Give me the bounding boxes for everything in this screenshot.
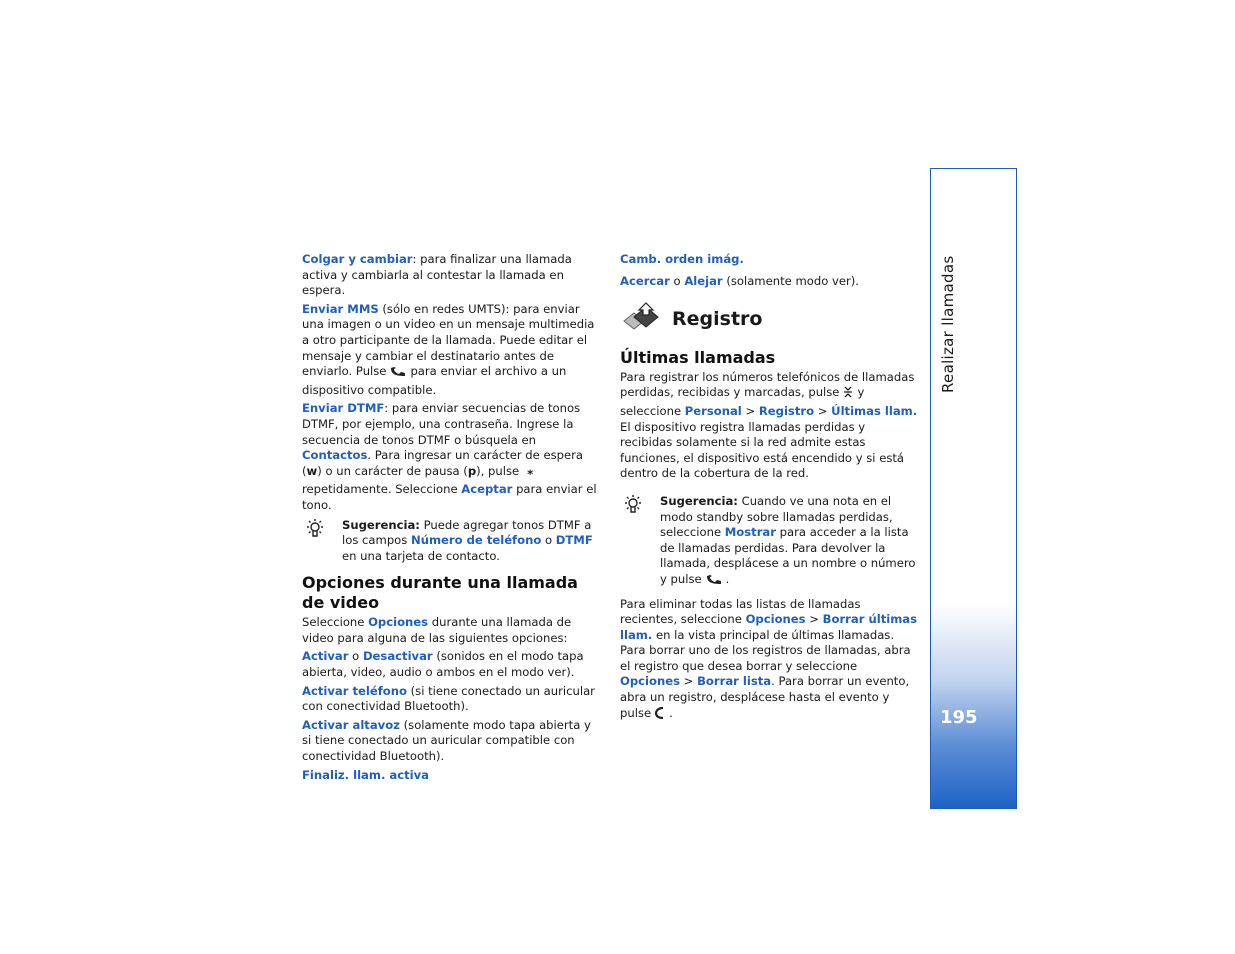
star-key-icon: * (527, 466, 534, 481)
paragraph-activar-telefono: Activar teléfono (si tiene conectado un auricular con conectividad Bluetooth). (302, 683, 595, 714)
link-personal[interactable]: Personal (684, 403, 742, 418)
link-opciones[interactable]: Opciones (745, 612, 806, 627)
link-numero-de-telefono[interactable]: Número de teléfono (411, 533, 542, 548)
menu-key-icon (842, 385, 854, 404)
link-activar-telefono[interactable]: Activar teléfono (302, 683, 407, 698)
paragraph-colgar: Colgar y cambiar: para finalizar una llamada activa y cambiarla al contestar la llamada en espera. (302, 252, 572, 298)
link-enviar-dtmf[interactable]: Enviar DTMF (302, 401, 385, 416)
paragraph-activar-altavoz: Activar altavoz (solamente modo tapa abierta y si tiene conectado un auricular compatible con conectividad Bluetooth). (302, 717, 591, 764)
tip-dtmf: Sugerencia: Puede agregar tonos DTMF a los campos Número de teléfono o DTMF en una tarjeta de contacto. (302, 518, 602, 565)
link-borrar-ultimas-llam[interactable]: Borrar últimas llam. (620, 612, 918, 642)
paragraph-finaliz (302, 768, 602, 784)
link-contactos[interactable]: Contactos (302, 448, 368, 463)
left-column (302, 252, 602, 786)
tip-llamadas-perdidas: Sugerencia: Cuando ve una nota en el modo standby sobre llamadas perdidas, seleccione Mostrar para acceder a la lista de llamadas perdidas. Para devolver la llamada, desplácese a un nombre o número y pulse . (620, 494, 920, 591)
link-borrar-lista[interactable]: Borrar lista (697, 674, 772, 689)
paragraph-enviar-dtmf: Enviar DTMF: para enviar secuencias de tonos DTMF, por ejemplo, una contraseña. Ingrese la secuencia de tonos DTMF o búsquela en Contactos. Para ingresar un carácter de espera (w) o un carácter de pausa (p), pulse *repetidamente. Seleccione Aceptar para enviar el tono. (302, 401, 597, 512)
chapter-sidebar (930, 168, 1017, 809)
call-key-icon (705, 574, 723, 591)
link-desactivar[interactable]: Desactivar (362, 649, 433, 664)
paragraph-ultimas: Para registrar los números telefónicos de llamadas perdidas, recibidas y marcadas, pulse y seleccione Personal > Registro > Últimas llam. El dispositivo registra llamadas perdidas y recibidas solamente si la red admite estas funciones, el dispositivo está encendido y si está dentro de la cobertura de la red. (620, 369, 918, 481)
paragraph-camb-orden (620, 252, 920, 268)
lightbulb-icon (304, 517, 326, 539)
paragraph-acercar: Acercar o Alejar (solamente modo ver). (620, 273, 859, 288)
link-opciones-2[interactable]: Opciones (620, 674, 680, 689)
paragraph-enviar-mms: Enviar MMS (sólo en redes UMTS): para enviar una imagen o un video en un mensaje multimedia a otro participante de la llamada. Puede editar el mensaje y cambiar el destinatario antes de enviarlo. Pulse para enviar el archivo a un dispositivo compatible. (302, 301, 595, 397)
link-alejar[interactable]: Alejar (684, 273, 723, 288)
link-dtmf[interactable]: DTMF (555, 533, 593, 548)
paragraph-eliminar: Para eliminar todas las listas de llamadas recientes, seleccione Opciones > Borrar últimas llam. en la vista principal de últimas llamadas. Para borrar uno de los registros de llamadas, abra el registro que desea borrar y seleccione Opciones > Borrar lista. Para borrar un evento, abra un registro, desplácese hasta el evento y pulse . (620, 597, 920, 725)
heading-opciones-video: Opciones durante una llamada de video (302, 573, 578, 613)
link-enviar-mms[interactable]: Enviar MMS (302, 301, 379, 316)
link-colgar-y-cambiar[interactable]: Colgar y cambiar (302, 252, 413, 266)
clear-key-icon (654, 706, 666, 725)
paragraph-seleccione: Seleccione Opciones durante una llamada de video para alguna de las siguientes opciones: (302, 615, 572, 645)
link-registro[interactable]: Registro (758, 403, 815, 418)
link-mostrar[interactable]: Mostrar (724, 525, 776, 540)
lightbulb-icon (622, 493, 644, 515)
paragraph-activar: Activar o Desactivar (sonidos en el modo tapa abierta, video, audio o ambos en el modo ver). (302, 649, 584, 680)
link-aceptar[interactable]: Aceptar (461, 482, 513, 497)
right-column (620, 252, 920, 727)
link-opciones[interactable]: Opciones (368, 615, 429, 630)
link-ultimas-llam[interactable]: Últimas llam. (831, 403, 918, 418)
link-finaliz-llam-activa[interactable]: Finaliz. llam. activa (302, 767, 429, 782)
page-title: Registro (672, 307, 763, 330)
chapter-title: Realizar llamadas (939, 256, 957, 394)
section-title-registro (620, 299, 920, 340)
link-activar[interactable]: Activar (302, 649, 349, 664)
page-number: 195 (940, 707, 978, 728)
call-key-icon (389, 366, 407, 383)
link-activar-altavoz[interactable]: Activar altavoz (302, 717, 400, 732)
heading-ultimas-llamadas: Últimas llamadas (620, 347, 776, 367)
log-app-icon (620, 299, 662, 340)
link-acercar[interactable]: Acercar (620, 273, 670, 288)
link-camb-orden-imag[interactable]: Camb. orden imág. (620, 252, 744, 266)
